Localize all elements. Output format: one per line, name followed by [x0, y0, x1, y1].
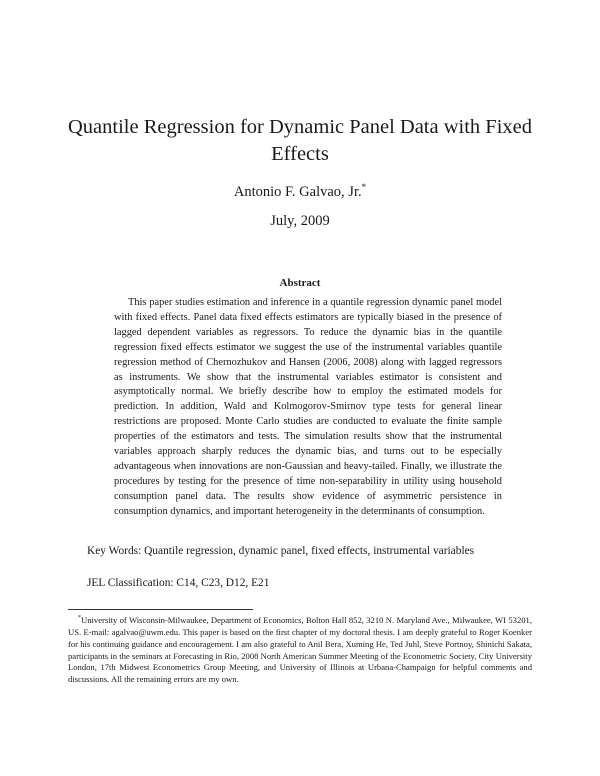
author-line	[60, 178, 540, 201]
jel-classification: JEL Classification: C14, C23, D12, E21	[87, 577, 270, 589]
paper-title: Quantile Regression for Dynamic Panel Data with Fixed Effects	[68, 116, 532, 165]
abstract-heading: Abstract	[279, 277, 321, 289]
key-words: Key Words: Quantile regression, dynamic panel, fixed effects, instrumental variables	[87, 545, 475, 557]
footnote	[68, 613, 532, 686]
abstract-text: This paper studies estimation and inference in a quantile regression dynamic panel model with fixed effects. Panel data fixed effects estimators are typically biased in the presence of lagged dependent variables as regressors. To reduce the dynamic bias in the quantile regression fixed effects estimator we suggest the use of the instrumental variables quantile regression method of Chernozhukov and Hansen (2006, 2008) along with lagged regressors as instruments. We show that the instrumental variables estimator is consistent and asymptotically normal. We briefly describe how to employ the estimated models for prediction. In addition, Wald and Kolmogorov-Smirnov type tests for general linear restrictions are proposed. Monte Carlo studies are conducted to evaluate the finite sample properties of the estimators and tests. The simulation results show that the instrumental variables approach sharply reduces the dynamic bias, and turns out to be especially advantageous when innovations are non-Gaussian and heavy-tailed. Finally, we illustrate the procedures by testing for the presence of time non-separability in utility using household consumption panel data. The results show evidence of asymmetric persistence in consumption dynamics, and important heterogeneity in the determinants of consumption.	[114, 297, 502, 517]
author-footnote-mark: *	[361, 182, 367, 192]
footnote-text: University of Wisconsin-Milwaukee, Department of Economics, Bolton Hall 852, 3210 N. Maryland Ave., Milwaukee, WI 53201, US. E-mail: agalvao@uwm.edu. This paper is based on the first chapter of my doctoral thesis. I am deeply grateful to Roger Koenker for his continuing guidance and encouragement. I am also grateful to Anil Bera, Xuming He, Ted Juhl, Steve Portnoy, Shinichi Sakata, participants in the seminars at Forecasting in Rio, 2008 North American Summer Meeting of the Econometric Society, City University London, 17th Midwest Econometrics Group Meeting, and University of Illinois at Urbana-Champaign for helpful comments and discussions. All the remaining errors are my own.	[68, 614, 532, 685]
footnote-divider	[68, 609, 253, 610]
footnote-mark: *	[78, 615, 81, 621]
paper-date: July, 2009	[270, 213, 330, 229]
author-name: Antonio F. Galvao, Jr.	[233, 183, 362, 200]
